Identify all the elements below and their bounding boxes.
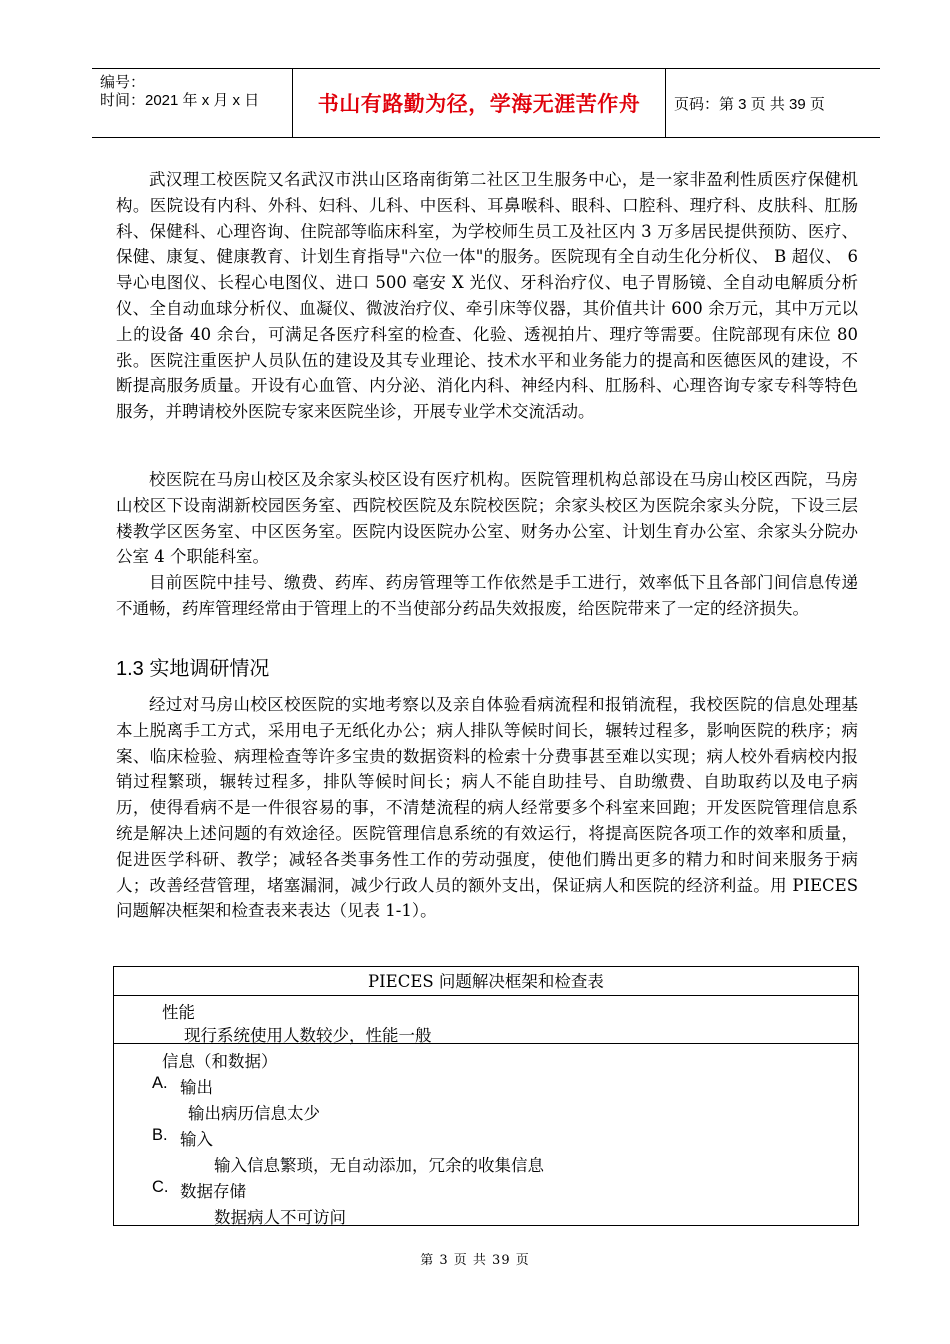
input-letter: B. xyxy=(152,1126,168,1144)
pieces-table xyxy=(113,966,859,1226)
pieces-table-title: PIECES 问题解决框架和检查表 xyxy=(114,967,858,996)
page-footer: 第 3 页 共 39 页 xyxy=(420,1253,530,1268)
header-motto: 书山有路勤为径，学海无涯苦作舟 xyxy=(293,69,666,137)
input-item: 输入信息繁琐，无自动添加，冗余的收集信息 xyxy=(214,1156,544,1175)
information-heading: 信息（和数据） xyxy=(162,1052,278,1071)
storage-heading: 数据存储 xyxy=(180,1182,246,1201)
output-heading: 输出 xyxy=(180,1078,213,1097)
output-item: 输出病历信息太少 xyxy=(188,1104,320,1123)
paragraph-field-research: 经过对马房山校区校医院的实地考察以及亲自体验看病流程和报销流程，我校医院的信息处理基本上脱离手工方式，采用电子无纸化办公；病人排队等候时间长，辗转过程多，影响医院的秩序；病案、临床检验、病理检查等许多宝贵的数据资料的检索十分费事甚至难以实现；病人校外看病校内报销过程繁琐，辗转过程多，排队等候时间长；病人不能自助挂号、自助缴费、自助取药以及电子病历，使得看病不是一件很容易的事，不清楚流程的病人经常要多个科室来回跑；开发医院管理信息系统是解决上述问题的有效途径。医院管理信息系统的有效运行，将提高医院各项工作的效率和质量，促进医学科研、教学；减轻各类事务性工作的劳动强度，使他们腾出更多的精力和时间来服务于病人；改善经营管理，堵塞漏洞，减少行政人员的额外支出，保证病人和医院的经济利益。用 PIECES 问题解决框架和检查表来表达（见表 1-1）。 xyxy=(116,695,858,921)
output-letter: A. xyxy=(152,1074,168,1092)
section-heading: 1.3 实地调研情况 xyxy=(116,658,270,680)
pieces-table-performance-row xyxy=(114,996,858,1044)
page-header xyxy=(92,68,880,138)
storage-letter: C. xyxy=(152,1178,169,1196)
paragraph-current-problems: 目前医院中挂号、缴费、药库、药房管理等工作依然是手工进行，效率低下且各部门间信息传递不通畅，药库管理经常由于管理上的不当使部分药品失效报废，给医院带来了一定的经济损失。 xyxy=(116,573,858,618)
performance-item: 现行系统使用人数较少，性能一般 xyxy=(184,1026,432,1045)
document-number-label: 编号： xyxy=(100,74,146,91)
header-meta-cell xyxy=(92,69,293,137)
document-time-label: 时间：2021 年 x 月 x 日 xyxy=(100,92,260,109)
header-page-label: 页码：第 3 页 共 39 页 xyxy=(674,96,825,113)
input-heading: 输入 xyxy=(180,1130,213,1149)
storage-item: 数据病人不可访问 xyxy=(214,1208,346,1227)
paragraph-hospital-campus: 校医院在马房山校区及余家头校区设有医疗机构。医院管理机构总部设在马房山校区西院，马房山校区下设南湖新校园医务室、西院校医院及东院校医院；余家头校区为医院余家头分院，下设三层楼教学区医务室、中区医务室。医院内设医院办公室、财务办公室、计划生育办公室、余家头分院办公室 4 个职能科室。 xyxy=(116,470,858,567)
performance-heading: 性能 xyxy=(162,1003,195,1022)
paragraph-hospital-intro: 武汉理工校医院又名武汉市洪山区珞南街第二社区卫生服务中心，是一家非盈利性质医疗保健机构。医院设有内科、外科、妇科、儿科、中医科、耳鼻喉科、眼科、口腔科、理疗科、皮肤科、肛肠科、保健科、心理咨询、住院部等临床科室，为学校师生员工及社区内 3 万多居民提供预防、医疗、保健、康复、健康教育、计划生育指导"六位一体"的服务。医院现有全自动生化分析仪、 B 超仪、 6 导心电图仪、长程心电图仪、进口 500 毫安 X 光仪、牙科治疗仪、电子胃肠镜、全自动电解质分析仪、全自动血球分析仪、血凝仪、微波治疗仪、牵引床等仪器，其价值共计 600 余万元，其中万元以上的设备 40 余台，可满足各医疗科室的检查、化验、透视拍片、理疗等需要。住院部现有床位 80 张。医院注重医护人员队伍的建设及其专业理论、技术水平和业务能力的提高和医德医风的建设，不断提高服务质量。开设有心血管、内分泌、消化内科、神经内科、肛肠科、心理咨询专家专科等特色服务，并聘请校外医院专家来医院坐诊，开展专业学术交流活动。 xyxy=(116,170,858,422)
